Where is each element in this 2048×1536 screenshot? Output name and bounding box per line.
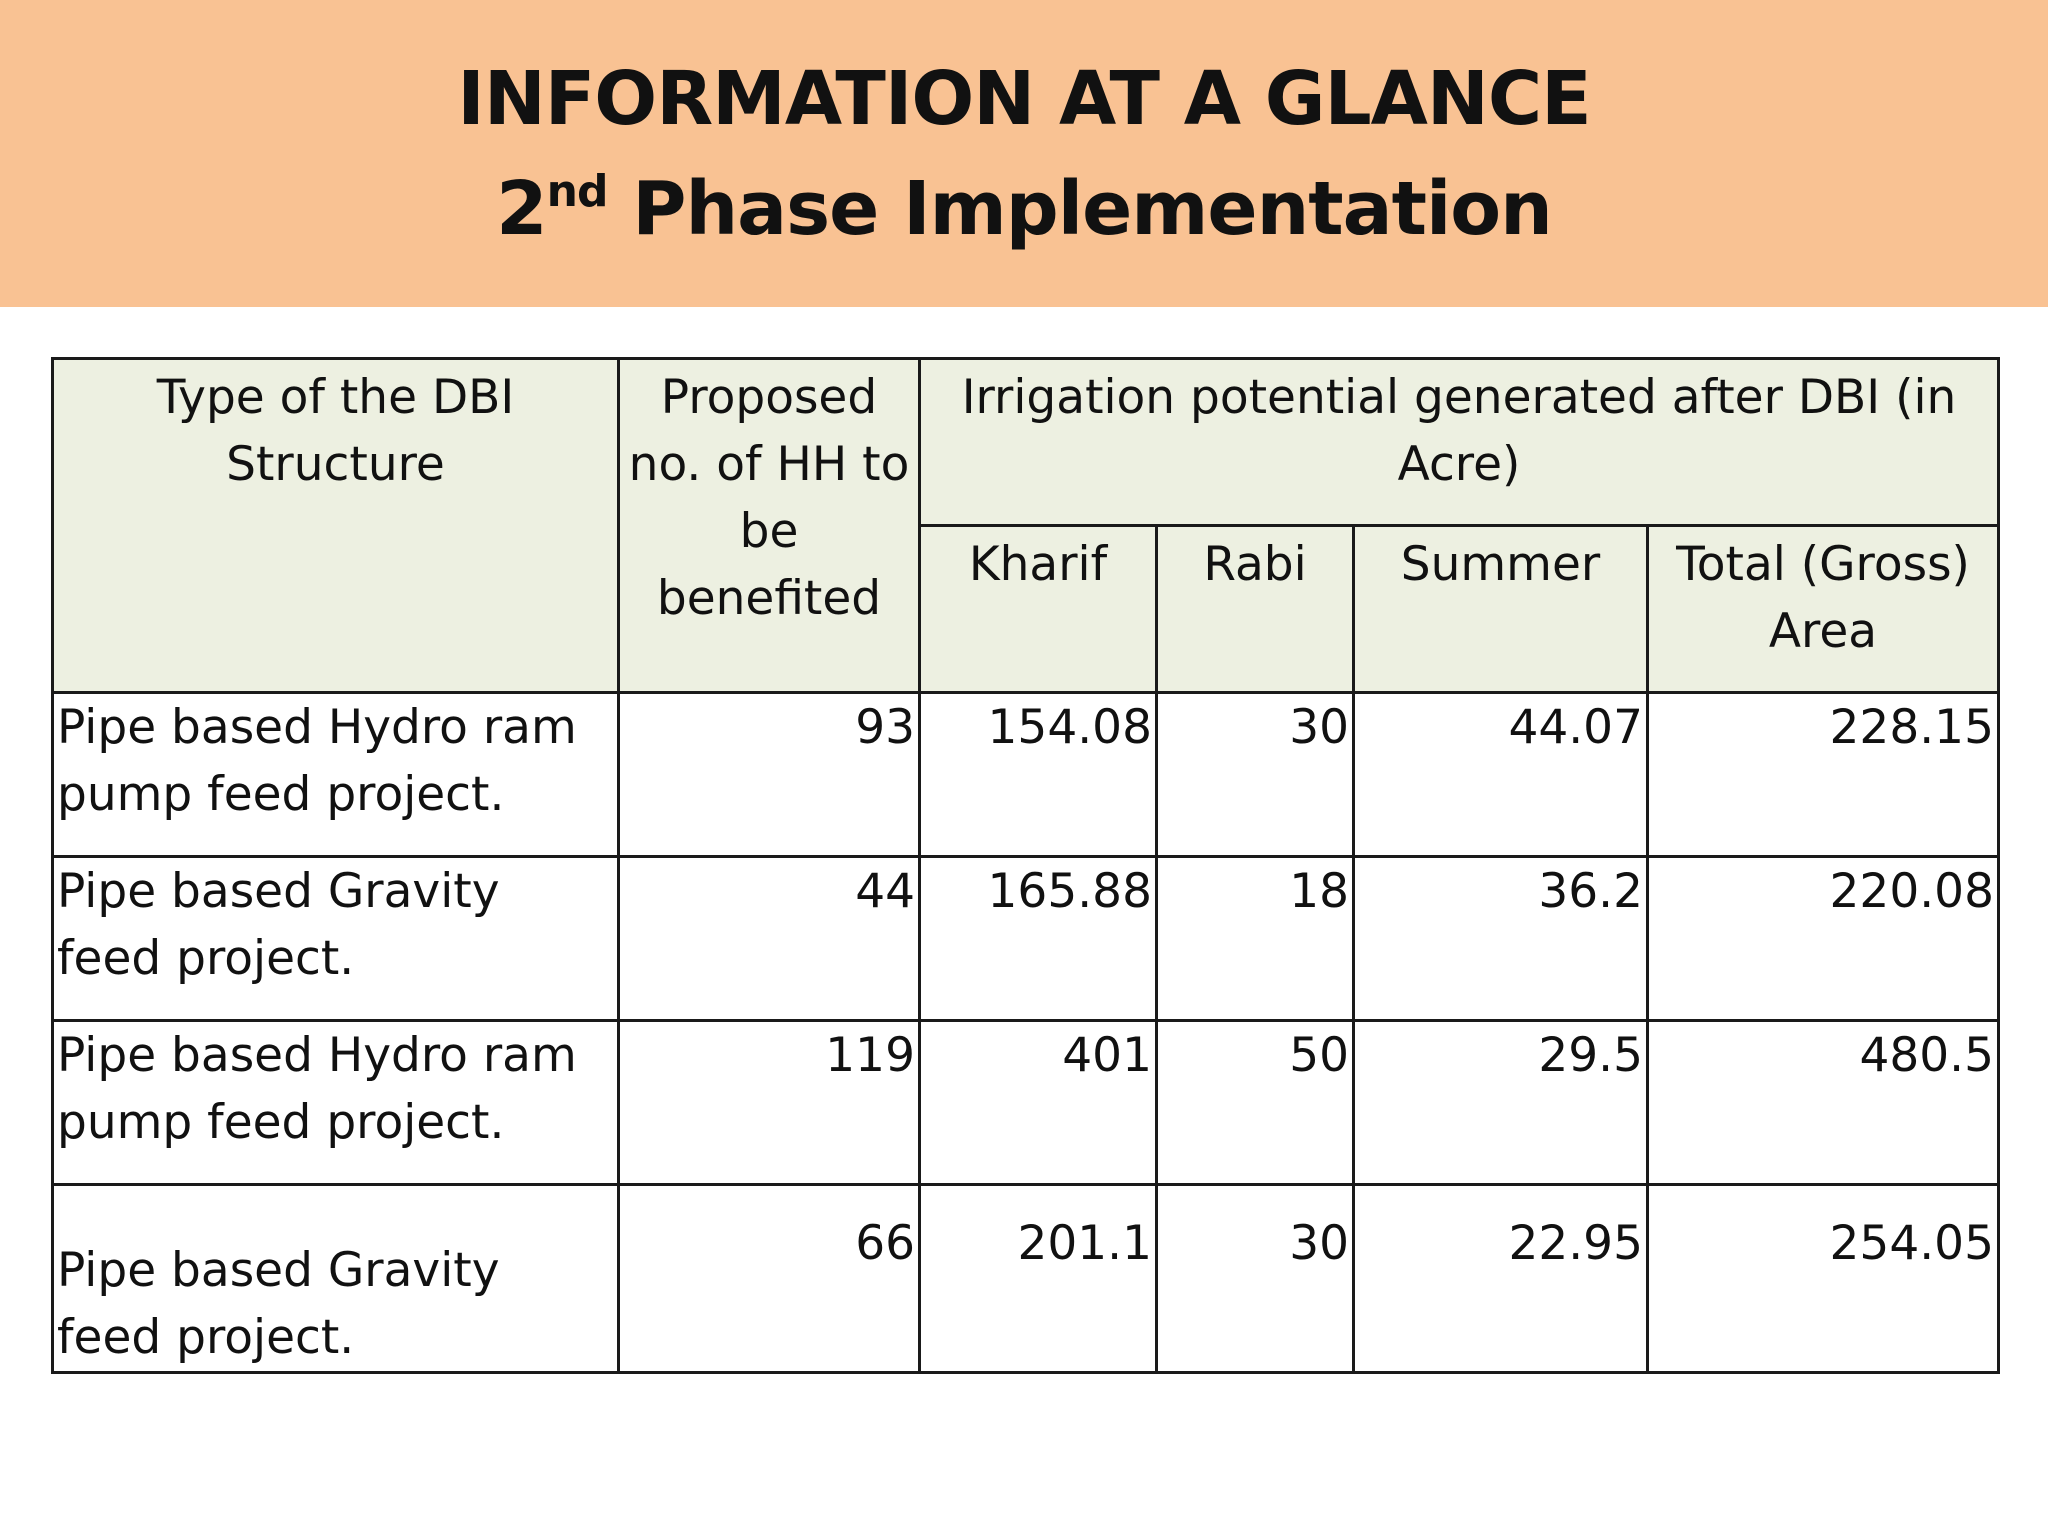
header-kharif: Kharif xyxy=(920,526,1157,693)
cell-rabi: 30 xyxy=(1157,1185,1354,1373)
cell-rabi: 18 xyxy=(1157,857,1354,1021)
cell-type: Pipe based Hydro ram pump feed project. xyxy=(53,1021,619,1185)
cell-hh: 66 xyxy=(619,1185,920,1373)
cell-summer: 29.5 xyxy=(1354,1021,1648,1185)
slide-title: INFORMATION AT A GLANCE xyxy=(457,55,1591,142)
cell-kharif: 201.1 xyxy=(920,1185,1157,1373)
header-type: Type of the DBI Structure xyxy=(53,359,619,693)
cell-type: Pipe based Hydro ram pump feed project. xyxy=(53,693,619,857)
cell-total: 254.05 xyxy=(1648,1185,1999,1373)
header-hh: Proposed no. of HH to be benefited xyxy=(619,359,920,693)
cell-rabi: 30 xyxy=(1157,693,1354,857)
cell-kharif: 401 xyxy=(920,1021,1157,1185)
cell-total: 228.15 xyxy=(1648,693,1999,857)
info-table xyxy=(51,357,2000,1374)
header-total: Total (Gross) Area xyxy=(1648,526,1999,693)
cell-summer: 36.2 xyxy=(1354,857,1648,1021)
cell-summer: 22.95 xyxy=(1354,1185,1648,1373)
subtitle-superscript: nd xyxy=(546,165,608,217)
slide-subtitle xyxy=(496,154,1552,264)
cell-total: 480.5 xyxy=(1648,1021,1999,1185)
cell-rabi: 50 xyxy=(1157,1021,1354,1185)
cell-kharif: 154.08 xyxy=(920,693,1157,857)
header-irrigation: Irrigation potential generated after DBI (in Acre) xyxy=(920,359,1999,526)
cell-kharif: 165.88 xyxy=(920,857,1157,1021)
subtitle-text: Phase Implementation xyxy=(607,165,1552,252)
header-rabi: Rabi xyxy=(1157,526,1354,693)
cell-total: 220.08 xyxy=(1648,857,1999,1021)
table-row xyxy=(53,857,1999,1021)
cell-hh: 119 xyxy=(619,1021,920,1185)
table-row xyxy=(53,1185,1999,1373)
table-row xyxy=(53,693,1999,857)
table-header-row xyxy=(53,359,1999,526)
cell-type: Pipe based Gravity feed project. xyxy=(53,857,619,1021)
cell-summer: 44.07 xyxy=(1354,693,1648,857)
title-banner xyxy=(0,0,2048,307)
table-row xyxy=(53,1021,1999,1185)
cell-type: Pipe based Gravity feed project. xyxy=(53,1185,619,1373)
header-summer: Summer xyxy=(1354,526,1648,693)
cell-hh: 93 xyxy=(619,693,920,857)
subtitle-number: 2 xyxy=(496,165,547,252)
cell-hh: 44 xyxy=(619,857,920,1021)
